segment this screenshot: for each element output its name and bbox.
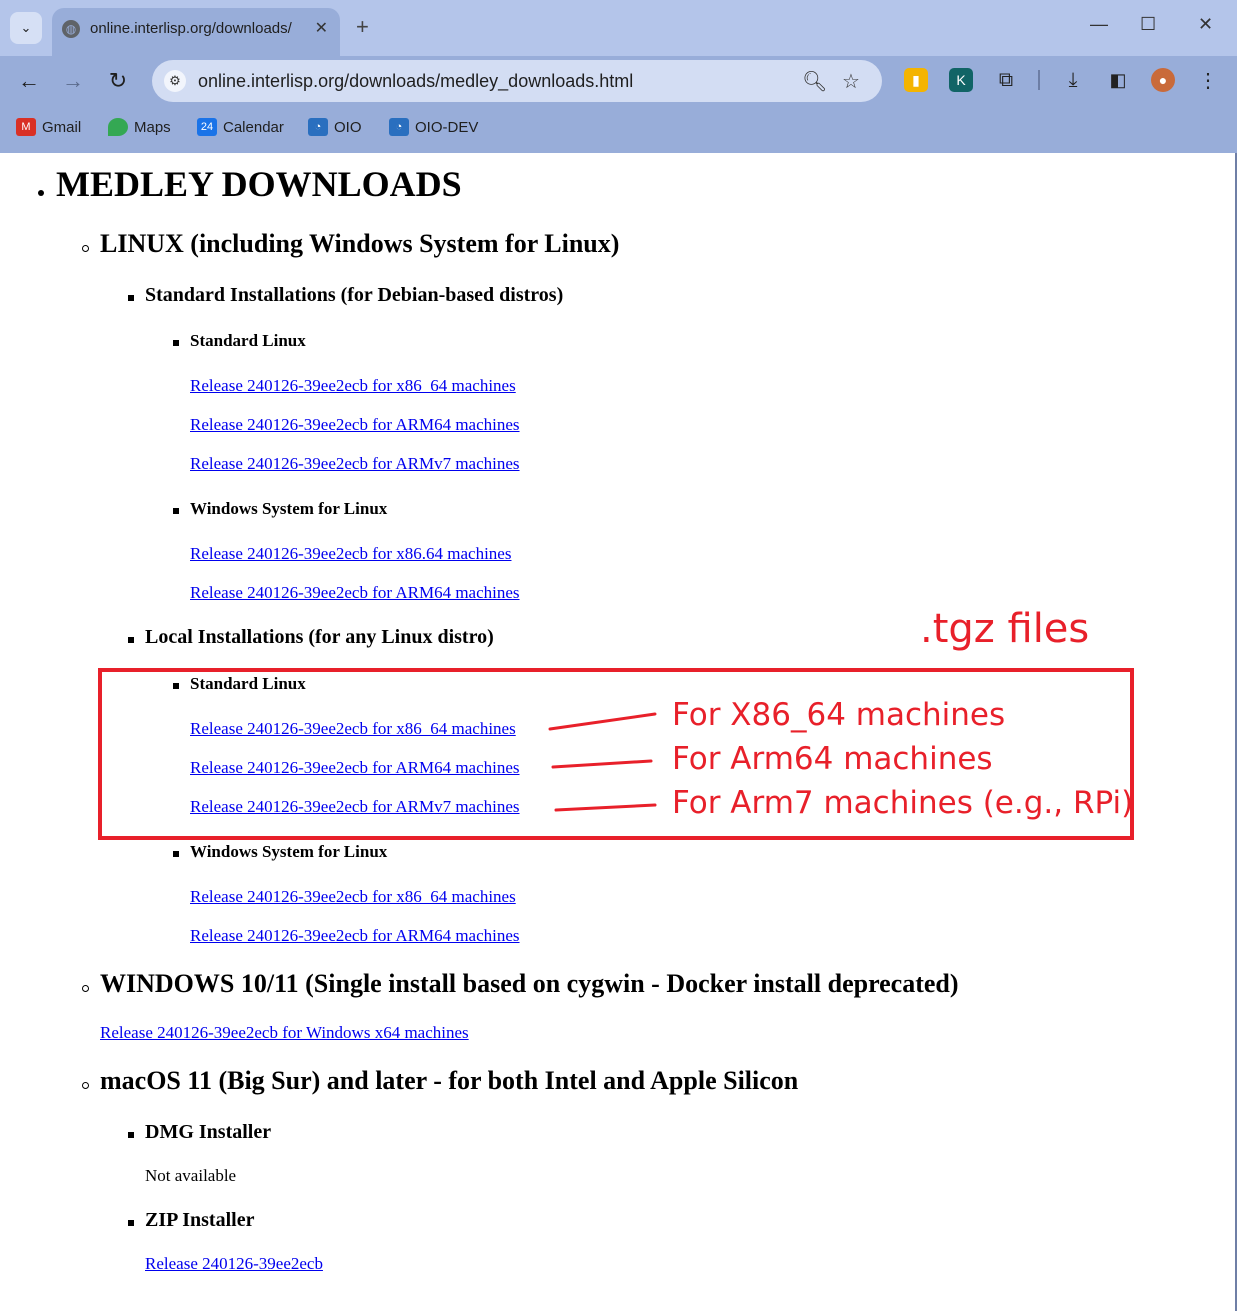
oio-dev-icon: ◔ <box>389 118 409 136</box>
download-link[interactable]: Release 240126-39ee2ecb for ARMv7 machines <box>190 797 520 816</box>
standard-linux-heading: Standard Linux <box>190 331 306 350</box>
zoom-icon[interactable]: 🔍︎ <box>802 71 828 93</box>
annotation-line <box>553 761 651 767</box>
profile-avatar-icon[interactable]: ● <box>1151 68 1175 92</box>
wsl-heading: Windows System for Linux <box>190 499 388 518</box>
download-link[interactable]: Release 240126-39ee2ecb for x86_64 machines <box>190 376 516 395</box>
new-tab-button[interactable]: + <box>356 14 369 39</box>
macos-heading: macOS 11 (Big Sur) and later - for both Intel and Apple Silicon <box>100 1066 799 1095</box>
globe-icon: ◍ <box>62 20 80 38</box>
download-link[interactable]: Release 240126-39ee2ecb for ARM64 machines <box>190 926 520 945</box>
standard-linux-heading: Standard Linux <box>190 674 306 693</box>
download-link[interactable]: Release 240126-39ee2ecb for ARM64 machines <box>190 758 520 777</box>
reload-icon: ↻ <box>108 68 128 93</box>
window-close-icon[interactable]: ✕ <box>1198 14 1214 34</box>
annotation-title: .tgz files <box>920 606 1090 652</box>
windows-heading: WINDOWS 10/11 (Single install based on cygwin - Docker install deprecated) <box>100 969 959 998</box>
back-arrow-icon: ← <box>18 68 40 93</box>
wsl-heading: Windows System for Linux <box>190 842 388 861</box>
bookmark-oio-dev[interactable]: ◔ OIO-DEV <box>389 118 478 136</box>
bookmark-oio[interactable]: ◔ OIO <box>308 118 362 136</box>
chevron-down-icon: ⌄ <box>20 20 32 35</box>
side-panel-icon[interactable]: ◧ <box>1109 69 1127 90</box>
gmail-icon: M <box>16 118 36 136</box>
download-link[interactable]: Release 240126-39ee2ecb for Windows x64 machines <box>100 1023 469 1042</box>
bookmark-calendar[interactable]: 24 Calendar <box>197 118 284 136</box>
calendar-icon: 24 <box>197 118 217 136</box>
forward-arrow-icon: → <box>62 68 84 93</box>
download-link[interactable]: Release 240126-39ee2ecb for ARM64 machines <box>190 415 520 434</box>
download-icon[interactable]: ⤓ <box>1068 68 1078 91</box>
local-installations-heading: Local Installations (for any Linux distro) <box>145 626 494 648</box>
dmg-installer-heading: DMG Installer <box>145 1121 272 1143</box>
download-link[interactable]: Release 240126-39ee2ecb for x86.64 machines <box>190 544 512 563</box>
zip-installer-heading: ZIP Installer <box>145 1209 255 1231</box>
download-link[interactable]: Release 240126-39ee2ecb for x86_64 machines <box>190 887 516 906</box>
annotation-label: For Arm7 machines (e.g., RPi) <box>672 785 1134 821</box>
bookmark-gmail[interactable]: M Gmail <box>16 118 81 136</box>
tab-title: online.interlisp.org/downloads/ <box>90 20 292 37</box>
annotation-line <box>556 805 655 810</box>
page-title: MEDLEY DOWNLOADS <box>56 164 462 204</box>
bookmark-star-icon[interactable]: ☆ <box>842 71 860 93</box>
close-icon[interactable]: ✕ <box>314 20 328 37</box>
download-link[interactable]: Release 240126-39ee2ecb for x86_64 machines <box>190 719 516 738</box>
dmg-status-text: Not available <box>145 1166 237 1185</box>
download-link[interactable]: Release 240126-39ee2ecb for ARMv7 machines <box>190 454 520 473</box>
menu-kebab-icon[interactable]: ⋮ <box>1198 69 1218 92</box>
bookmark-maps[interactable]: Maps <box>108 118 171 136</box>
minimize-icon[interactable]: — <box>1090 14 1108 34</box>
annotation-label: For X86_64 machines <box>672 697 1006 733</box>
maximize-icon[interactable]: ☐ <box>1140 14 1157 34</box>
url-text[interactable]: online.interlisp.org/downloads/medley_downloads.html <box>198 71 634 91</box>
annotation-line <box>550 714 655 729</box>
site-info-icon[interactable]: ⚙ <box>164 70 186 92</box>
download-link[interactable]: Release 240126-39ee2ecb for ARM64 machines <box>190 583 520 602</box>
oio-icon: ◔ <box>308 118 328 136</box>
standard-installations-heading: Standard Installations (for Debian-based distros) <box>145 284 564 306</box>
annotation-label: For Arm64 machines <box>672 741 993 777</box>
keep-extension-icon[interactable]: ▮ <box>904 68 928 92</box>
linux-heading: LINUX (including Windows System for Linux) <box>100 229 620 258</box>
extensions-puzzle-icon[interactable]: ⧉ <box>998 68 1014 91</box>
download-link[interactable]: Release 240126-39ee2ecb <box>145 1254 323 1273</box>
extension-k-icon[interactable]: K <box>949 68 973 92</box>
